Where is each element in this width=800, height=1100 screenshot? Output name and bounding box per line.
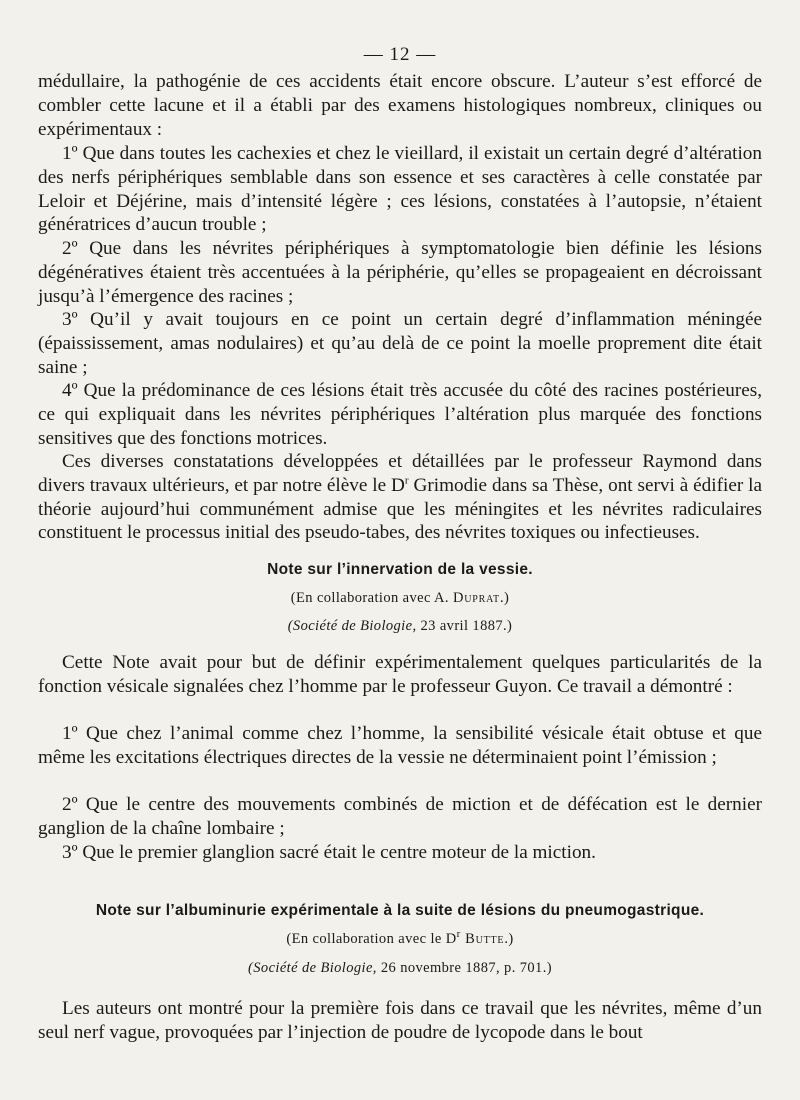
note-body-paragraph: Les auteurs ont montré pour la première fois dans ce travail que les névrites, même d’un seul nerf vague, provoquées par l’injection de poudre de lycopode dans le bout [38,998,762,1043]
finding-2: 2º Que dans les névrites périphériques à symptomatologie bien définie les lésions dégénératives étaient très accentuées à la périphérie, qu’elles se propageaient en décroissant jusqu’à l’émergence des racines ; [38,238,762,307]
conclusion-paragraph: Ces diverses constatations développées et détaillées par le professeur Raymond dans divers travaux ultérieurs, et par notre élève le $D^r$ Grimodie dans sa Thèse, ont servi à édifier la théorie aujourd’hui communément admise que les méningites et les névrites radiculaires constituent le processus initial des pseudo-tabes, des névrites toxiques ou infectieuses. [38,451,762,544]
intro-paragraph: médullaire, la pathogénie de ces accidents était encore obscure. L’auteur s’est efforcé de combler cette lacune et il a établi par des examens histologiques nombreux, cliniques ou expérimentaux : [38,71,762,140]
finding-3: 3º Qu’il y avait toujours en ce point un certain degré d’inflammation méningée (épaississement, amas nodulaires) et qu’au delà de ce point la moelle proprement dite était saine ; [38,309,762,378]
note-title-vessie: Note sur l’innervation de la vessie. [267,561,533,578]
document-page [38,0,762,1100]
note-finding-2: 2º Que le centre des mouvements combinés de miction et de défécation est le dernier ganglion de la chaîne lombaire ; [38,794,762,839]
finding-1: 1º Que dans toutes les cachexies et chez le vieillard, il existait un certain degré d’altération des nerfs périphériques semblable dans son essence et ses caractères à celle constatée par Leloir et Déjérine, mais d’intensité légère ; ces lésions, constatées à l’autopsie, n’étaient génératrices d’aucun trouble ; [38,143,762,236]
note-title-albuminurie: Note sur l’albuminurie expérimentale à la suite de lésions du pneumogastrique. [95,902,705,919]
note-collaboration: (En collaboration avec le $D^r$ Butte.) [286,928,514,947]
finding-4: 4º Que la prédominance de ces lésions était très accusée du côté des racines postérieures, ce qui expliquait dans les névrites périphériques l’altération plus marquée des fonctions sensitives que des fonctions motrices. [38,380,762,449]
note-finding-1: 1º Que chez l’animal comme chez l’homme, la sensibilité vésicale était obtuse et que même les excitations électriques directes de la vessie ne déterminaient point l’émission ; [38,723,762,768]
note-finding-3: 3º Que le premier glanglion sacré était le centre moteur de la miction. [62,842,596,863]
note-collaboration: (En collaboration avec A. Duprat.) [290,590,510,606]
page-number: — 12 — [363,44,437,65]
note-intro-paragraph: Cette Note avait pour but de définir expérimentalement quelques particularités de la fonction vésicale signalées chez l’homme par le professeur Guyon. Ce travail a démontré : [38,652,762,697]
note-source: (Société de Biologie, 26 novembre 1887, p. 701.) [248,960,552,976]
note-source: (Société de Biologie, 23 avril 1887.) [287,618,513,634]
